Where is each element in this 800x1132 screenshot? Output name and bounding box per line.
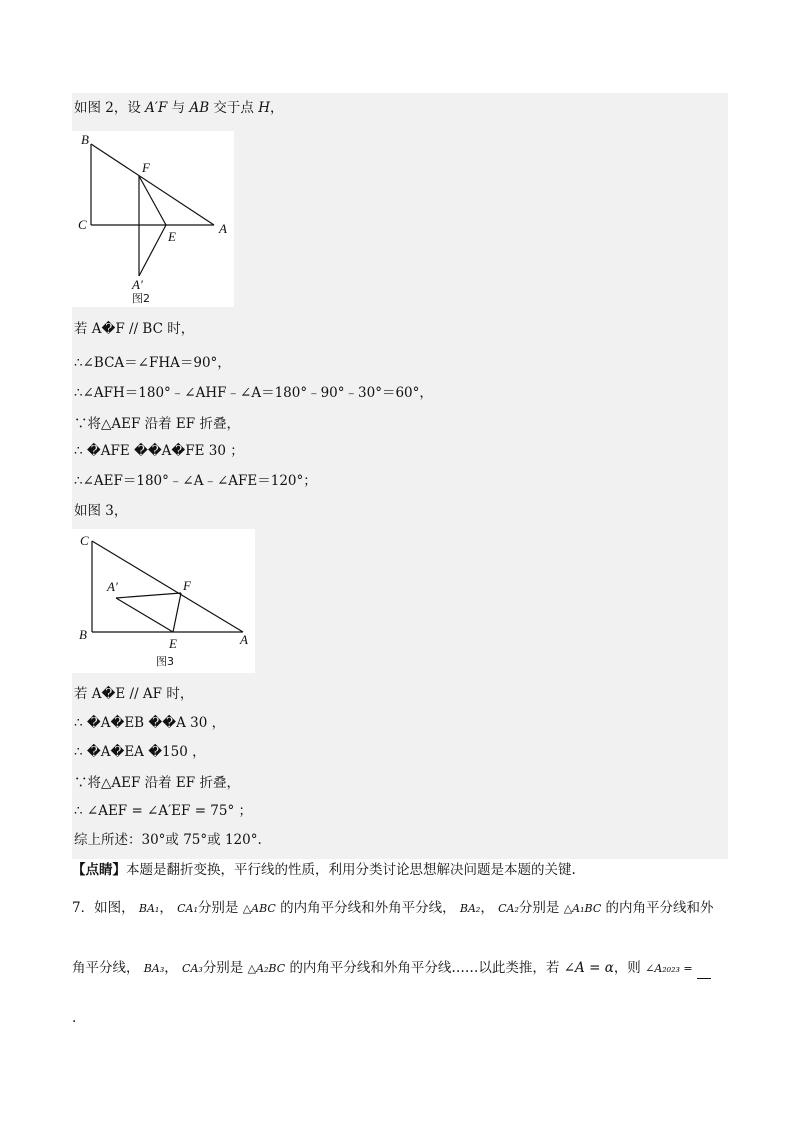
label-b: B	[79, 627, 87, 642]
triangle-a1bc: △A₁BC	[563, 902, 602, 915]
label-a: A	[219, 221, 227, 236]
segment-ea-prime	[139, 225, 166, 276]
case1-line-1: 若 A�F // BC 时，	[74, 321, 195, 337]
case2-line-3: ∴ �A�EA �150 ，	[74, 744, 206, 760]
fig3-intro: 如图 3，	[74, 503, 128, 519]
q7-text-5: 角平分线，	[72, 960, 140, 976]
case1-line-5: ∴ �AFE ��A�FE 30 ；	[74, 443, 244, 459]
condition-angle-a: ∠A = α	[563, 960, 614, 976]
label-a-prime: A′	[132, 277, 143, 292]
question-number: 7．如图，	[72, 900, 135, 916]
segment-ba3: BA₃	[143, 962, 165, 975]
segment-a-prime-e	[116, 598, 173, 632]
label-c: C	[80, 533, 89, 548]
label-e: E	[168, 229, 176, 244]
segment-fe	[173, 593, 181, 632]
q7-text-4: 的内角平分线和外	[605, 900, 714, 916]
label-a-prime: A′	[107, 579, 118, 594]
answer-blank[interactable]	[697, 964, 711, 979]
figure-3	[72, 529, 255, 673]
q7-text-3: 分别是	[518, 900, 560, 916]
question-7-line-1: 7．如图， BA₁， CA₁分别是 △ABC 的内角平分线和外角平分线， BA₂， CA₂分别是 △A₁BC 的内角平分线和外	[72, 900, 714, 916]
segment-a-prime-f	[116, 593, 181, 598]
comment	[72, 860, 576, 880]
figure-3-diagram	[72, 529, 255, 673]
case2-line-1: 若 A�E // AF 时，	[74, 686, 194, 702]
target-angle: ∠A₂₀₂₃ =	[645, 962, 693, 975]
label-c: C	[78, 217, 87, 232]
case1-line-3: ∴∠AFH＝180°﹣∠AHF﹣∠A＝180°﹣90°﹣30°＝60°，	[74, 385, 433, 401]
case2-line-4: ∵将△AEF 沿着 EF 折叠，	[74, 775, 240, 791]
case1-line-6: ∴∠AEF＝180°﹣∠A﹣∠AFE＝120°；	[74, 473, 317, 489]
point-h: H	[258, 100, 270, 116]
figure-2	[72, 131, 234, 307]
case1-line-2: ∴∠BCA＝∠FHA＝90°，	[74, 355, 231, 371]
q7-text-7: 的内角平分线和外角平分线……以此类推，若	[289, 960, 560, 976]
segment-ca1: CA₁	[177, 902, 198, 915]
summary: 综上所述：30°或 75°或 120°.	[74, 832, 262, 848]
fig2-intro-text-3: 交于点	[209, 100, 259, 116]
q7-text-8: ，则	[613, 960, 641, 976]
triangle-a2bc: △A₂BC	[247, 962, 286, 975]
label-b: B	[81, 132, 89, 147]
case1-line-4: ∵将△AEF 沿着 EF 折叠，	[74, 416, 240, 432]
fig2-intro	[74, 98, 284, 118]
label-f: F	[183, 578, 191, 593]
fig2-intro-text: 如图 2，设	[74, 100, 146, 116]
triangle-abc: △ABC	[242, 902, 276, 915]
label-f: F	[142, 160, 150, 175]
fig2-intro-text-2: 与	[167, 100, 190, 116]
q7-text-2: 的内角平分线和外角平分线，	[280, 900, 456, 916]
segment-ca2: CA₂	[498, 902, 519, 915]
comment-text: 本题是翻折变换，平行线的性质，利用分类讨论思想解决问题是本题的关键.	[126, 862, 576, 878]
segment-ba	[91, 144, 214, 225]
segment-ba1: BA₁	[138, 902, 160, 915]
figure-2-diagram	[72, 131, 234, 307]
label-a: A	[240, 632, 248, 647]
question-7-end: .	[72, 1010, 77, 1026]
q7-text-1: 分别是	[197, 900, 239, 916]
comment-tag: 【点睛】	[72, 862, 126, 878]
segment-a-prime-f: A′F	[145, 100, 168, 116]
segment-ba2: BA₂	[459, 902, 481, 915]
segment-ca3: CA₃	[182, 962, 203, 975]
case2-line-2: ∴ �A�EB ��A 30 ，	[74, 715, 226, 731]
segment-fe	[139, 176, 166, 225]
case2-line-5: ∴ ∠AEF = ∠A′EF = 75° ；	[74, 803, 253, 819]
q7-text-6: 分别是	[202, 960, 244, 976]
figure-2-caption: 图2	[132, 292, 150, 305]
segment-ab: AB	[189, 100, 210, 116]
figure-3-caption: 图3	[156, 655, 174, 668]
fig2-intro-end: ，	[270, 100, 284, 116]
label-e: E	[169, 636, 177, 651]
question-7-line-2: 角平分线， BA₃， CA₃分别是 △A₂BC 的内角平分线和外角平分线……以此类推，若 ∠A = α，则 ∠A₂₀₂₃ =	[72, 958, 711, 979]
